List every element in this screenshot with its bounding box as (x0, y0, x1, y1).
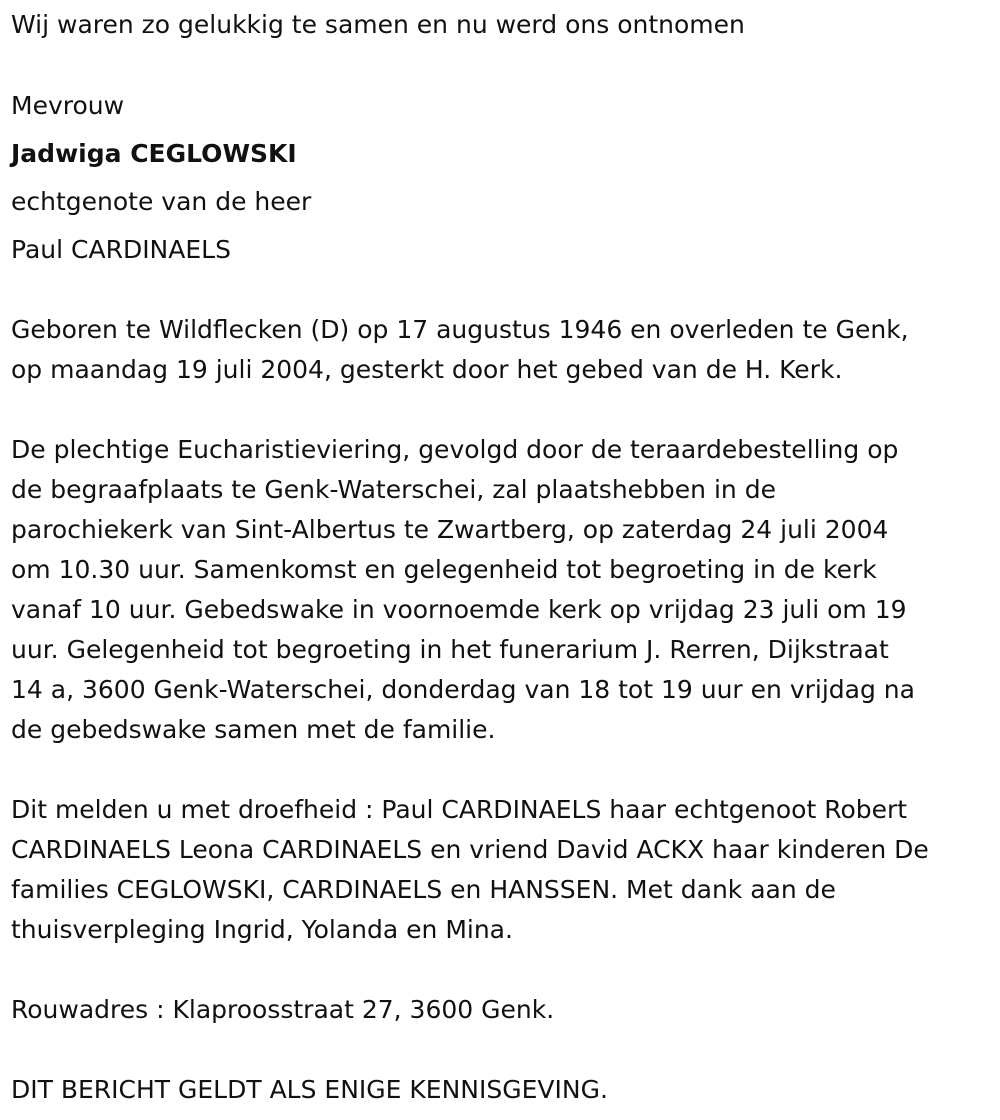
birth-death-line-2: op maandag 19 juli 2004, gesterkt door het gebed van de H. Kerk. (11, 355, 843, 384)
ceremony-line-6: uur. Gelegenheid tot begroeting in het funerarium J. Rerren, Dijkstraat (11, 635, 889, 664)
family-line-3: families CEGLOWSKI, CARDINAELS en HANSSEN. Met dank aan de (11, 875, 836, 904)
ceremony-line-3: parochiekerk van Sint-Albertus te Zwartberg, op zaterdag 24 juli 2004 (11, 515, 889, 544)
deceased-name: Jadwiga CEGLOWSKI (11, 139, 297, 168)
ceremony-line-5: vanaf 10 uur. Gebedswake in voornoemde kerk op vrijdag 23 juli om 19 (11, 595, 907, 624)
relation-line: echtgenote van de heer (11, 187, 312, 216)
ceremony-line-4: om 10.30 uur. Samenkomst en gelegenheid tot begroeting in de kerk (11, 555, 877, 584)
mourning-address: Rouwadres : Klaproosstraat 27, 3600 Genk. (11, 995, 555, 1024)
ceremony-line-7: 14 a, 3600 Genk-Waterschei, donderdag van 18 tot 19 uur en vrijdag na (11, 675, 915, 704)
spouse-name: Paul CARDINAELS (11, 235, 231, 264)
family-line-4: thuisverpleging Ingrid, Yolanda en Mina. (11, 915, 513, 944)
birth-death-line-1: Geboren te Wildflecken (D) op 17 augustus 1946 en overleden te Genk, (11, 315, 909, 344)
family-line-2: CARDINAELS Leona CARDINAELS en vriend David ACKX haar kinderen De (11, 835, 929, 864)
ceremony-line-1: De plechtige Eucharistieviering, gevolgd door de teraardebestelling op (11, 435, 899, 464)
honorific: Mevrouw (11, 91, 125, 120)
ceremony-line-2: de begraafplaats te Genk-Waterschei, zal plaatshebben in de (11, 475, 776, 504)
ceremony-line-8: de gebedswake samen met de familie. (11, 715, 496, 744)
family-line-1: Dit melden u met droefheid : Paul CARDINAELS haar echtgenoot Robert (11, 795, 908, 824)
closing-statement: DIT BERICHT GELDT ALS ENIGE KENNISGEVING. (11, 1075, 608, 1104)
intro-line: Wij waren zo gelukkig te samen en nu werd ons ontnomen (11, 10, 745, 39)
